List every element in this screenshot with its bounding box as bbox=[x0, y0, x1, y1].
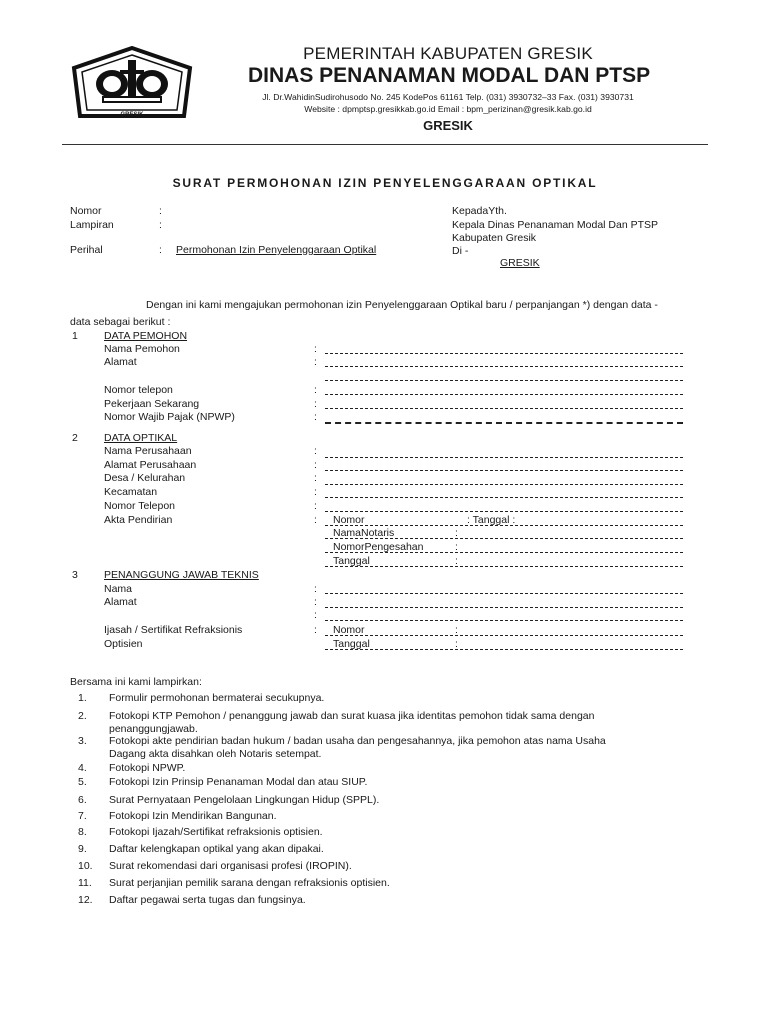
field-colon: : bbox=[314, 343, 317, 355]
fill-in-line[interactable] bbox=[325, 497, 683, 498]
recipient-city: GRESIK bbox=[500, 257, 540, 269]
attachment-number: 7. bbox=[78, 810, 87, 822]
attachment-line: Fotokopi akte pendirian badan hukum / badan usaha dan pengesahannya, jika pemohon atas nama Usaha bbox=[109, 735, 606, 747]
field-colon: : bbox=[314, 596, 317, 608]
field-label: Nomor telepon bbox=[104, 384, 173, 396]
attachment-line: penanggungjawab. bbox=[109, 723, 198, 735]
notaris-label: NamaNotaris bbox=[333, 527, 395, 539]
ijasah-tanggal-label: Tanggal bbox=[333, 638, 370, 650]
nomor-colon: : bbox=[159, 205, 162, 217]
fill-in-line[interactable] bbox=[325, 593, 683, 594]
attachment-line: Dagang akta disahkan oleh Notaris setempat. bbox=[109, 748, 322, 760]
attachment-number: 10. bbox=[78, 860, 93, 872]
attachment-text bbox=[109, 735, 678, 761]
fill-in-line[interactable] bbox=[325, 635, 683, 636]
field-colon: : bbox=[314, 356, 317, 368]
field-label: Akta Pendirian bbox=[104, 514, 173, 526]
agency-city: GRESIK bbox=[423, 118, 473, 133]
perihal-label: Perihal bbox=[70, 244, 103, 256]
attachment-number: 8. bbox=[78, 826, 87, 838]
field-label: Ijasah / Sertifikat Refraksionis bbox=[104, 624, 243, 636]
section-3-number: 3 bbox=[72, 569, 78, 581]
fill-in-line[interactable] bbox=[325, 366, 683, 367]
field-colon: : bbox=[455, 555, 458, 567]
section-2-title: DATA OPTIKAL bbox=[104, 432, 178, 444]
fill-in-line[interactable] bbox=[325, 649, 683, 650]
attachment-number: 3. bbox=[78, 735, 87, 747]
akta-tanggal-label: : Tanggal : bbox=[467, 514, 516, 526]
document-title: SURAT PERMOHONAN IZIN PENYELENGGARAAN OPTIKAL bbox=[172, 176, 598, 190]
attachment-text: Daftar kelengkapan optikal yang akan dipakai. bbox=[109, 843, 324, 855]
field-colon: : bbox=[314, 445, 317, 457]
nomor-label: Nomor bbox=[70, 205, 102, 217]
logo-label: GRESIK bbox=[120, 112, 144, 118]
field-label: Kecamatan bbox=[104, 486, 158, 498]
agency-address: Jl. Dr.WahidinSudirohusodo No. 245 KodePos 61161 Telp. (031) 3930732–33 Fax. (031) 3930731 bbox=[262, 92, 634, 102]
fill-in-line[interactable] bbox=[325, 353, 683, 354]
attachment-number: 9. bbox=[78, 843, 87, 855]
attachment-text: Daftar pegawai serta tugas dan fungsinya. bbox=[109, 894, 306, 906]
fill-in-line[interactable] bbox=[325, 394, 683, 395]
attachment-number: 6. bbox=[78, 794, 87, 806]
field-label: Nama bbox=[104, 583, 133, 595]
field-label: Nama Pemohon bbox=[104, 343, 180, 355]
pengesahan-label: NomorPengesahan bbox=[333, 541, 424, 553]
perihal-colon: : bbox=[159, 244, 162, 256]
fill-in-line[interactable] bbox=[325, 620, 683, 621]
field-colon: : bbox=[455, 624, 458, 636]
attachment-text: Surat Pernyataan Pengelolaan Lingkungan Hidup (SPPL). bbox=[109, 794, 380, 806]
fill-in-line[interactable] bbox=[325, 470, 683, 471]
akta-nomor-label: Nomor bbox=[333, 514, 365, 526]
perihal-value: Permohonan Izin Penyelenggaraan Optikal bbox=[176, 244, 377, 256]
fill-in-line[interactable] bbox=[325, 408, 683, 409]
attachment-number: 2. bbox=[78, 710, 87, 722]
field-colon: : bbox=[455, 541, 458, 553]
section-3-title: PENANGGUNG JAWAB TEKNIS bbox=[104, 569, 259, 581]
attachment-text bbox=[109, 710, 678, 736]
field-label: Pekerjaan Sekarang bbox=[104, 398, 200, 410]
lampiran-colon: : bbox=[159, 219, 162, 231]
lampiran-label: Lampiran bbox=[70, 219, 114, 231]
field-colon: : bbox=[314, 459, 317, 471]
section-2-number: 2 bbox=[72, 432, 78, 444]
attachment-line: Fotokopi KTP Pemohon / penanggung jawab dan surat kuasa jika identitas pemohon tidak sama dengan bbox=[109, 710, 595, 722]
recipient-line-4: Di - bbox=[452, 245, 469, 257]
field-colon: : bbox=[314, 472, 317, 484]
intro-line-1: Dengan ini kami mengajukan permohonan izin Penyelenggaraan Optikal baru / perpanjangan *) dengan data - bbox=[146, 299, 658, 311]
field-colon: : bbox=[314, 398, 317, 410]
intro-line-2: data sebagai berikut : bbox=[70, 316, 171, 328]
fill-in-line[interactable] bbox=[325, 607, 683, 608]
field-colon: : bbox=[314, 609, 317, 621]
attachment-text: Fotokopi Izin Mendirikan Bangunan. bbox=[109, 810, 277, 822]
field-label: Nomor Telepon bbox=[104, 500, 176, 512]
attachment-text: Fotokopi Ijazah/Sertifikat refraksionis optisien. bbox=[109, 826, 323, 838]
recipient-line-3: Kabupaten Gresik bbox=[452, 232, 537, 244]
fill-in-line[interactable] bbox=[325, 566, 683, 567]
fill-in-line[interactable] bbox=[325, 552, 683, 553]
recipient-line-2: Kepala Dinas Penanaman Modal Dan PTSP bbox=[452, 219, 659, 231]
field-label: Nama Perusahaan bbox=[104, 445, 192, 457]
attachment-number: 5. bbox=[78, 776, 87, 788]
field-colon: : bbox=[314, 514, 317, 526]
field-label: Nomor Wajib Pajak (NPWP) bbox=[104, 411, 235, 423]
section-1-number: 1 bbox=[72, 330, 78, 342]
tanggal-label: Tanggal bbox=[333, 555, 370, 567]
attachment-number: 11. bbox=[78, 877, 92, 889]
field-colon: : bbox=[455, 638, 458, 650]
field-label: Alamat bbox=[104, 596, 137, 608]
fill-in-line[interactable] bbox=[325, 538, 683, 539]
fill-in-line[interactable] bbox=[325, 380, 683, 381]
attachment-number: 4. bbox=[78, 762, 87, 774]
field-label: Optisien bbox=[104, 638, 143, 650]
letterhead-divider bbox=[62, 144, 708, 145]
fill-in-line[interactable] bbox=[325, 484, 683, 485]
fill-in-line[interactable] bbox=[325, 511, 683, 512]
attachment-text: Surat rekomendasi dari organisasi profesi (IROPIN). bbox=[109, 860, 352, 872]
field-label: Alamat bbox=[104, 356, 137, 368]
field-colon: : bbox=[314, 624, 317, 636]
field-colon: : bbox=[314, 486, 317, 498]
recipient-line-1: KepadaYth. bbox=[452, 205, 507, 217]
field-colon: : bbox=[455, 527, 458, 539]
attachment-text: Fotokopi NPWP. bbox=[109, 762, 186, 774]
fill-in-line[interactable] bbox=[325, 422, 683, 424]
fill-in-line[interactable] bbox=[325, 457, 683, 458]
field-label: Desa / Kelurahan bbox=[104, 472, 186, 484]
field-colon: : bbox=[314, 384, 317, 396]
attachment-number: 1. bbox=[78, 692, 87, 704]
agency-name: DINAS PENANAMAN MODAL DAN PTSP bbox=[248, 64, 651, 87]
ijasah-nomor-label: Nomor bbox=[333, 624, 365, 636]
field-colon: : bbox=[314, 500, 317, 512]
attachment-number: 12. bbox=[78, 894, 93, 906]
agency-contact: Website : dpmptsp.gresikkab.go.id Email : bpm_perizinan@gresik.kab.go.id bbox=[304, 104, 592, 114]
field-colon: : bbox=[314, 583, 317, 595]
government-name: PEMERINTAH KABUPATEN GRESIK bbox=[303, 44, 593, 63]
field-colon: : bbox=[314, 411, 317, 423]
attachment-text: Formulir permohonan bermaterai secukupnya. bbox=[109, 692, 325, 704]
field-label: Alamat Perusahaan bbox=[104, 459, 197, 471]
attachments-intro: Bersama ini kami lampirkan: bbox=[70, 676, 202, 688]
fill-in-line[interactable] bbox=[325, 525, 683, 526]
attachment-text: Fotokopi Izin Prinsip Penanaman Modal dan atau SIUP. bbox=[109, 776, 368, 788]
section-1-title: DATA PEMOHON bbox=[104, 330, 188, 342]
attachment-text: Surat perjanjian pemilik sarana dengan refraksionis optisien. bbox=[109, 877, 390, 889]
